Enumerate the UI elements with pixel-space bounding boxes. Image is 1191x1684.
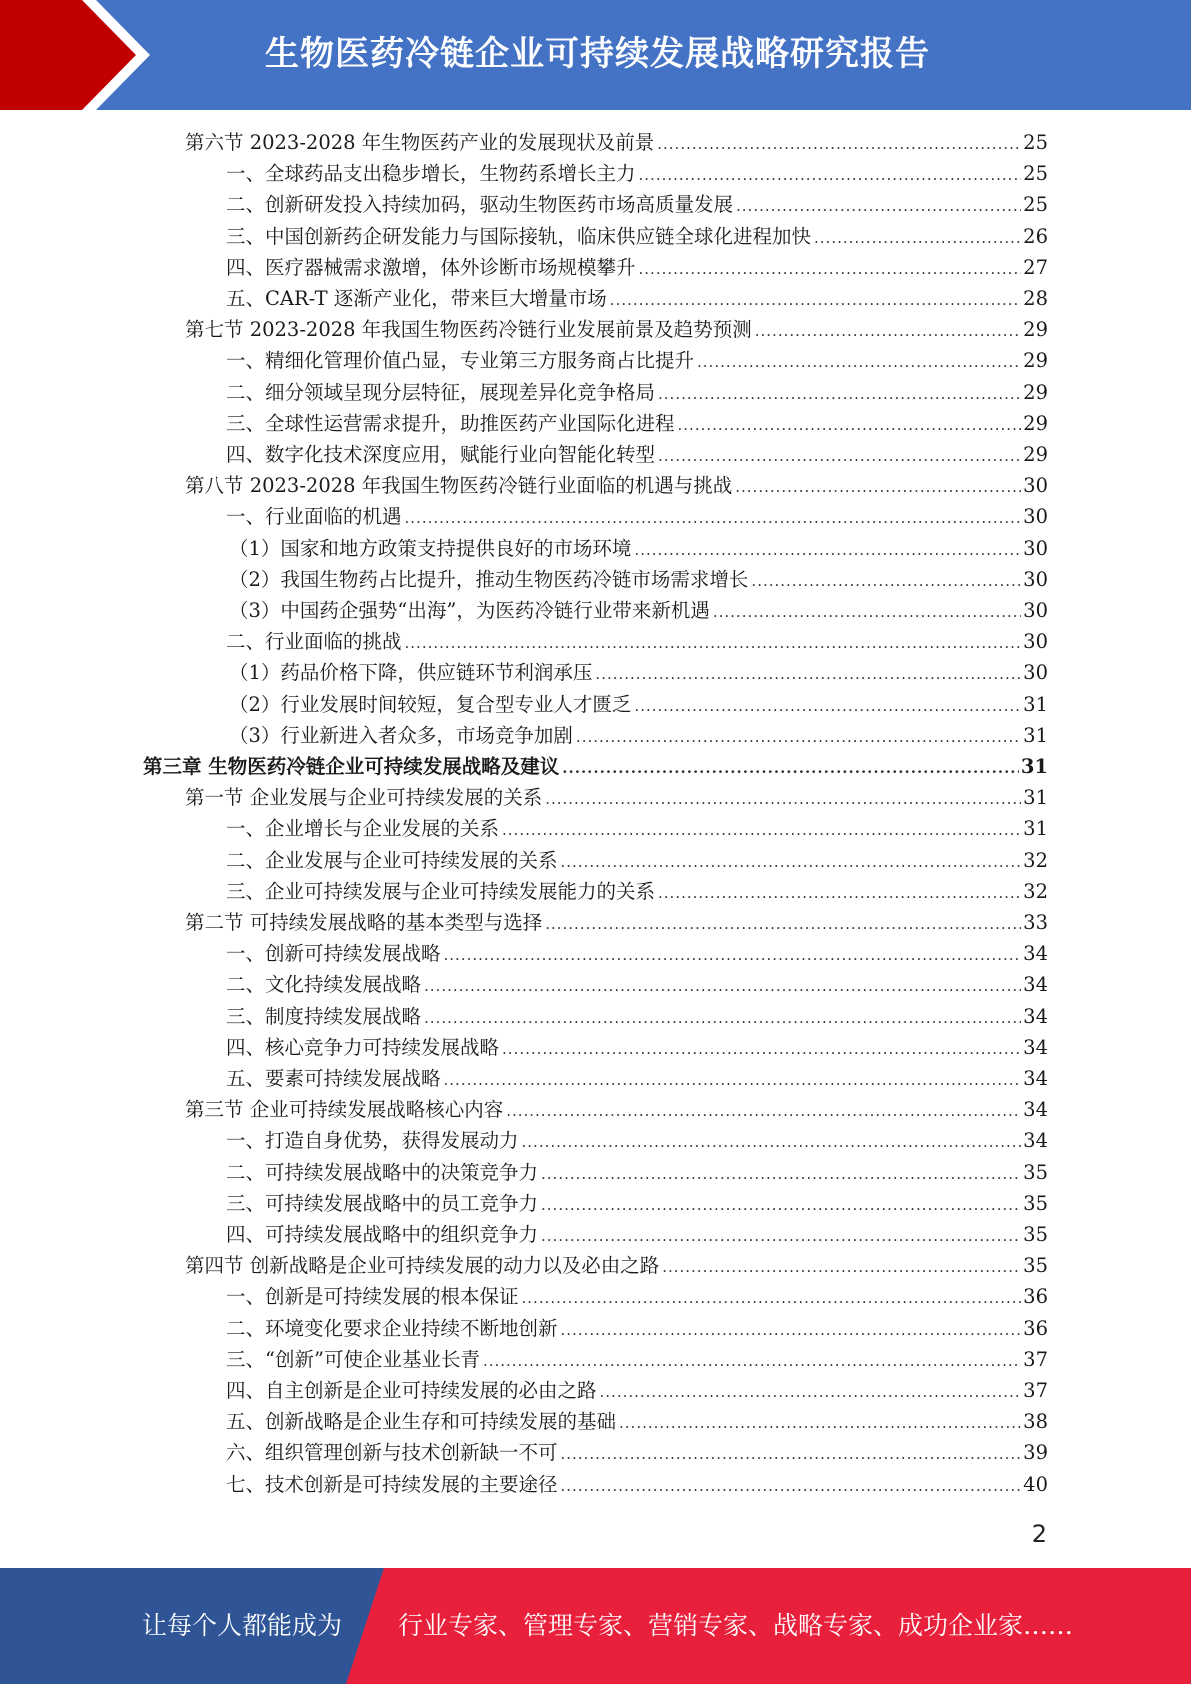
toc-entry[interactable] <box>226 1469 1048 1500</box>
toc-entry-title: （3）中国药企强势“出海”，为医药冷链行业带来新机遇 <box>229 599 710 622</box>
toc-entry-title: 四、自主创新是企业可持续发展的必由之路 <box>226 1379 597 1402</box>
toc-entry-page: 30 <box>1023 599 1048 622</box>
toc-entry[interactable] <box>226 1281 1048 1312</box>
toc-entry[interactable] <box>143 751 1048 782</box>
toc-entry[interactable] <box>226 876 1048 907</box>
toc-entry[interactable] <box>226 1157 1048 1188</box>
toc-dot-leader <box>576 722 1021 753</box>
toc-entry[interactable] <box>226 969 1048 1000</box>
toc-entry-title: 二、行业面临的挑战 <box>226 630 402 654</box>
toc-entry-page: 31 <box>1023 723 1048 747</box>
toc-dot-leader <box>444 1065 1022 1096</box>
toc-dot-leader <box>634 535 1021 566</box>
toc-dot-leader <box>639 160 1022 191</box>
toc-entry-page: 25 <box>1023 131 1048 154</box>
toc-dot-leader <box>545 784 1021 815</box>
toc-dot-leader <box>561 1439 1022 1470</box>
toc-entry[interactable] <box>226 1125 1048 1156</box>
toc-entry-title: 第二节 可持续发展战略的基本类型与选择 <box>185 911 543 934</box>
toc-entry-title: 三、全球性运营需求提升，助推医药产业国际化进程 <box>226 411 675 435</box>
toc-entry[interactable] <box>226 1375 1048 1406</box>
toc-dot-leader <box>735 472 1021 503</box>
page-number: 2 <box>1031 1520 1047 1548</box>
toc-entry-title: 四、数字化技术深度应用，赋能行业向智能化转型 <box>226 443 656 466</box>
header-arrow-decoration <box>0 0 160 110</box>
toc-entry-title: （2）行业发展时间较短，复合型专业人才匮乏 <box>229 692 632 716</box>
toc-entry[interactable] <box>229 595 1048 626</box>
toc-entry-title: （1）国家和地方政策支持提供良好的市场环境 <box>229 536 632 560</box>
toc-dot-leader <box>662 1252 1021 1283</box>
toc-dot-leader <box>424 1003 1021 1034</box>
toc-entry-page: 29 <box>1023 411 1048 435</box>
toc-entry[interactable] <box>226 1437 1048 1468</box>
toc-entry-page: 36 <box>1023 1285 1048 1309</box>
toc-entry-title: 七、技术创新是可持续发展的主要途径 <box>226 1472 558 1496</box>
toc-entry[interactable] <box>226 1219 1048 1250</box>
toc-entry-page: 36 <box>1023 1316 1048 1340</box>
toc-entry-page: 34 <box>1023 973 1048 997</box>
toc-entry-title: 三、制度持续发展战略 <box>226 1004 422 1028</box>
toc-entry-page: 29 <box>1023 380 1048 404</box>
toc-entry-page: 32 <box>1023 848 1048 872</box>
toc-entry-title: 一、行业面临的机遇 <box>226 505 402 529</box>
toc-dot-leader <box>610 285 1021 316</box>
toc-entry-title: 二、企业发展与企业可持续发展的关系 <box>226 848 558 872</box>
toc-entry[interactable] <box>185 1250 1048 1281</box>
toc-entry-title: 三、“创新”可使企业基业长青 <box>226 1347 480 1371</box>
toc-entry-title: （2）我国生物药占比提升，推动生物医药冷链市场需求增长 <box>229 567 749 591</box>
toc-entry-page: 31 <box>1023 786 1048 810</box>
toc-dot-leader <box>424 971 1021 1002</box>
page-footer <box>0 1568 1191 1684</box>
toc-entry-title: 第三章 生物医药冷链企业可持续发展战略及建议 <box>143 755 560 778</box>
toc-entry-title: 一、企业增长与企业发展的关系 <box>226 817 500 841</box>
toc-dot-leader <box>755 316 1021 347</box>
toc-dot-leader <box>678 410 1022 441</box>
toc-entry-page: 35 <box>1023 1191 1048 1215</box>
toc-entry-title: 第八节 2023-2028 年我国生物医药冷链行业面临的机遇与挑战 <box>185 474 733 498</box>
toc-entry[interactable] <box>226 252 1048 283</box>
toc-entry-page: 30 <box>1023 567 1048 591</box>
toc-dot-leader <box>561 1315 1022 1346</box>
toc-dot-leader <box>545 909 1021 940</box>
toc-entry-title: （1）药品价格下降，供应链环节利润承压 <box>229 661 593 685</box>
toc-entry[interactable] <box>185 127 1048 158</box>
toc-entry[interactable] <box>226 1344 1048 1375</box>
toc-entry-page: 27 <box>1023 255 1048 279</box>
toc-entry-title: 五、CAR-T 逐渐产业化，带来巨大增量市场 <box>226 287 607 310</box>
toc-entry-title: 第一节 企业发展与企业可持续发展的关系 <box>185 786 543 810</box>
toc-entry-title: 第七节 2023-2028 年我国生物医药冷链行业发展前景及趋势预测 <box>185 318 752 342</box>
toc-entry-title: 二、文化持续发展战略 <box>226 973 422 997</box>
toc-entry-page: 30 <box>1023 661 1048 685</box>
toc-entry-page: 29 <box>1023 443 1048 466</box>
toc-dot-leader <box>600 1377 1022 1408</box>
toc-dot-leader <box>561 847 1022 878</box>
toc-entry[interactable] <box>226 158 1048 189</box>
toc-entry[interactable] <box>226 377 1048 408</box>
toc-dot-leader <box>502 815 1021 846</box>
toc-entry[interactable] <box>229 657 1048 688</box>
toc-entry-page: 31 <box>1020 755 1048 778</box>
toc-entry-page: 34 <box>1023 1129 1048 1153</box>
toc-entry-page: 35 <box>1023 1160 1048 1184</box>
toc-entry-page: 38 <box>1023 1410 1048 1434</box>
toc-dot-leader <box>522 1283 1022 1314</box>
toc-entry[interactable] <box>229 689 1048 720</box>
toc-entry-title: 一、创新可持续发展战略 <box>226 942 441 966</box>
toc-dot-leader <box>657 129 1021 160</box>
toc-entry-page: 29 <box>1023 349 1048 373</box>
toc-entry[interactable] <box>185 782 1048 813</box>
toc-entry-page: 37 <box>1023 1347 1048 1371</box>
toc-entry-page: 39 <box>1023 1441 1048 1465</box>
toc-dot-leader <box>541 1221 1021 1252</box>
toc-entry-title: 四、核心竞争力可持续发展战略 <box>226 1035 500 1059</box>
toc-dot-leader <box>634 691 1021 722</box>
toc-entry[interactable] <box>185 1094 1048 1125</box>
toc-dot-leader <box>522 1127 1022 1158</box>
toc-entry-page: 25 <box>1023 162 1048 186</box>
toc-dot-leader <box>483 1346 1021 1377</box>
toc-entry[interactable] <box>229 533 1048 564</box>
toc-entry[interactable] <box>226 1001 1048 1032</box>
toc-entry-page: 37 <box>1023 1379 1048 1402</box>
toc-entry[interactable] <box>226 1032 1048 1063</box>
toc-entry-page: 25 <box>1023 193 1048 217</box>
toc-entry-title: 二、环境变化要求企业持续不断地创新 <box>226 1316 558 1340</box>
toc-dot-leader <box>405 503 1022 534</box>
toc-dot-leader <box>658 379 1021 410</box>
toc-entry-title: 第四节 创新战略是企业可持续发展的动力以及必由之路 <box>185 1254 660 1278</box>
toc-entry[interactable] <box>185 314 1048 345</box>
toc-entry-title: （3）行业新进入者众多，市场竞争加剧 <box>229 723 573 747</box>
toc-dot-leader <box>658 441 1021 472</box>
toc-entry-title: 一、创新是可持续发展的根本保证 <box>226 1285 519 1309</box>
toc-entry-page: 34 <box>1023 942 1048 966</box>
toc-entry[interactable] <box>226 501 1048 532</box>
toc-dot-leader <box>713 597 1021 628</box>
toc-entry-page: 30 <box>1023 505 1048 529</box>
toc-entry-title: 一、全球药品支出稳步增长，生物药系增长主力 <box>226 162 636 186</box>
toc-dot-leader <box>405 628 1022 659</box>
toc-entry-title: 二、创新研发投入持续加码，驱动生物医药市场高质量发展 <box>226 193 734 217</box>
toc-dot-leader <box>444 940 1022 971</box>
toc-entry[interactable] <box>226 283 1048 314</box>
toc-dot-leader <box>814 223 1021 254</box>
toc-entry[interactable] <box>226 845 1048 876</box>
toc-entry-page: 31 <box>1023 817 1048 841</box>
footer-slogan-left: 让每个人都能成为 <box>142 1611 343 1640</box>
toc-entry-page: 40 <box>1023 1472 1048 1496</box>
toc-dot-leader <box>697 347 1021 378</box>
toc-dot-leader <box>541 1190 1021 1221</box>
report-title: 生物医药冷链企业可持续发展战略研究报告 <box>265 34 930 74</box>
toc-dot-leader <box>562 753 1019 784</box>
toc-entry-title: 四、医疗器械需求激增，体外诊断市场规模攀升 <box>226 255 636 279</box>
footer-slogan-right: 行业专家、管理专家、营销专家、战略专家、成功企业家…… <box>398 1611 1074 1640</box>
toc-entry-title: 第六节 2023-2028 年生物医药产业的发展现状及前景 <box>185 131 655 154</box>
toc-entry[interactable] <box>226 408 1048 439</box>
toc-entry[interactable] <box>226 345 1048 376</box>
toc-entry-page: 34 <box>1023 1098 1048 1122</box>
toc-entry[interactable] <box>185 907 1048 938</box>
toc-dot-leader <box>658 878 1021 909</box>
toc-entry-title: 三、中国创新药企研发能力与国际接轨，临床供应链全球化进程加快 <box>226 224 812 248</box>
toc-entry-page: 35 <box>1023 1254 1048 1278</box>
toc-entry-page: 33 <box>1023 911 1048 934</box>
toc-entry-page: 31 <box>1023 692 1048 716</box>
toc-entry-page: 28 <box>1023 287 1048 310</box>
toc-entry-title: 五、要素可持续发展战略 <box>226 1067 441 1090</box>
toc-dot-leader <box>751 566 1021 597</box>
toc-entry-page: 34 <box>1023 1035 1048 1059</box>
toc-entry-title: 一、精细化管理价值凸显，专业第三方服务商占比提升 <box>226 349 695 373</box>
toc-entry-title: 一、打造自身优势，获得发展动力 <box>226 1129 519 1153</box>
toc-entry-title: 四、可持续发展战略中的组织竞争力 <box>226 1223 539 1246</box>
toc-entry[interactable] <box>185 470 1048 501</box>
toc-entry-title: 第三节 企业可持续发展战略核心内容 <box>185 1098 504 1122</box>
toc-entry[interactable] <box>226 813 1048 844</box>
toc-entry-page: 32 <box>1023 879 1048 903</box>
toc-entry-title: 五、创新战略是企业生存和可持续发展的基础 <box>226 1410 617 1434</box>
toc-entry-page: 30 <box>1023 630 1048 654</box>
toc-entry[interactable] <box>226 189 1048 220</box>
toc-entry-page: 34 <box>1023 1004 1048 1028</box>
toc-entry-title: 六、组织管理创新与技术创新缺一不可 <box>226 1441 558 1465</box>
toc-entry-title: 三、企业可持续发展与企业可持续发展能力的关系 <box>226 879 656 903</box>
toc-dot-leader <box>502 1034 1021 1065</box>
toc-dot-leader <box>541 1159 1021 1190</box>
toc-entry[interactable] <box>226 221 1048 252</box>
toc-entry-page: 30 <box>1023 474 1048 498</box>
toc-dot-leader <box>736 191 1021 222</box>
toc-entry[interactable] <box>226 1063 1048 1094</box>
toc-entry-page: 35 <box>1023 1223 1048 1246</box>
toc-entry-page: 26 <box>1023 224 1048 248</box>
toc-entry[interactable] <box>226 938 1048 969</box>
toc-entry[interactable] <box>226 439 1048 470</box>
toc-dot-leader <box>506 1096 1021 1127</box>
toc-dot-leader <box>595 659 1021 690</box>
page-header <box>0 0 1191 110</box>
toc-dot-leader <box>639 254 1022 285</box>
toc-entry[interactable] <box>226 626 1048 657</box>
toc-entry-title: 二、可持续发展战略中的决策竞争力 <box>226 1160 539 1184</box>
toc-entry[interactable] <box>226 1313 1048 1344</box>
toc-entry-page: 34 <box>1023 1067 1048 1090</box>
toc-entry-title: 三、可持续发展战略中的员工竞争力 <box>226 1191 539 1215</box>
toc-dot-leader <box>619 1408 1021 1439</box>
toc-entry-page: 29 <box>1023 318 1048 342</box>
toc-entry[interactable] <box>229 564 1048 595</box>
toc-dot-leader <box>561 1471 1022 1502</box>
toc-entry[interactable] <box>226 1406 1048 1437</box>
toc-entry-title: 二、细分领域呈现分层特征，展现差异化竞争格局 <box>226 380 656 404</box>
toc-entry[interactable] <box>229 720 1048 751</box>
toc-entry-page: 30 <box>1023 536 1048 560</box>
toc-entry[interactable] <box>226 1188 1048 1219</box>
